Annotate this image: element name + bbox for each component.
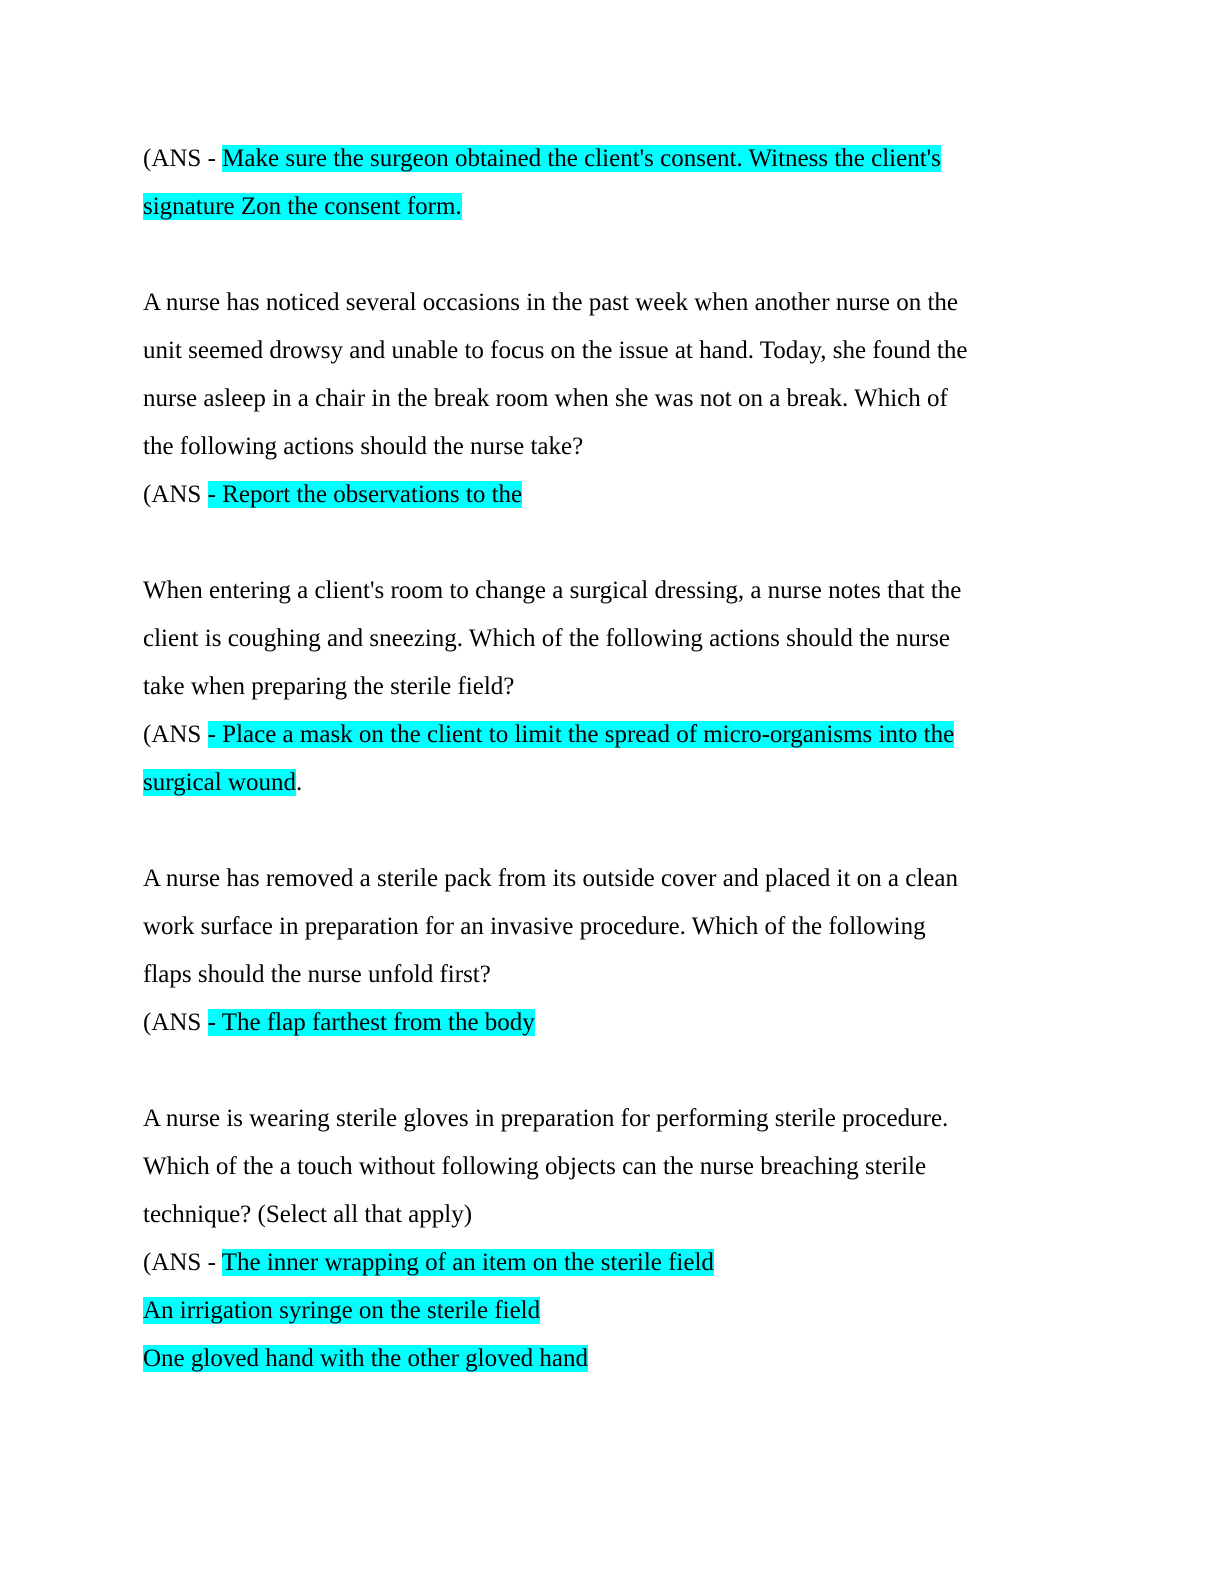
text-line [143, 620, 1083, 668]
text-line [143, 908, 1083, 956]
highlighted-answer-text: An irrigation syringe on the sterile field [143, 1297, 541, 1324]
text-line [143, 140, 1083, 188]
line-text: work surface in preparation for an invasive procedure. Which of the following [143, 913, 926, 940]
qa-block [143, 284, 1083, 524]
line-text: (ANS - [143, 1249, 222, 1276]
text-line [143, 668, 1083, 716]
text-line [143, 764, 1083, 812]
highlighted-answer-text: The inner wrapping of an item on the sterile field [221, 1249, 714, 1276]
line-text: Which of the a touch without following objects can the nurse breaching sterile [143, 1153, 927, 1180]
text-line [143, 332, 1083, 380]
text-line [143, 380, 1083, 428]
qa-block [143, 572, 1083, 812]
line-text: the following actions should the nurse take? [143, 433, 584, 460]
line-text: take when preparing the sterile field? [143, 673, 515, 700]
highlighted-answer-text: Make sure the surgeon obtained the client's consent. Witness the client's [222, 145, 941, 172]
line-text: A nurse has noticed several occasions in the past week when another nurse on the [143, 289, 959, 316]
text-line [143, 1292, 1083, 1340]
text-line [143, 1244, 1083, 1292]
line-text: technique? (Select all that apply) [143, 1201, 473, 1228]
line-text: When entering a client's room to change a surgical dressing, a nurse notes that the [143, 577, 962, 604]
line-text: (ANS - [143, 145, 223, 172]
paragraph-gap [143, 524, 1083, 572]
text-line [143, 428, 1083, 476]
text-line [143, 284, 1083, 332]
text-line [143, 1148, 1083, 1196]
paragraph-gap [143, 812, 1083, 860]
text-line [143, 716, 1083, 764]
highlighted-answer-text: surgical wound [143, 769, 296, 796]
highlighted-answer-text: - The flap farthest from the body [207, 1009, 535, 1036]
qa-block [143, 860, 1083, 1052]
text-line [143, 476, 1083, 524]
highlighted-answer-text: - Place a mask on the client to limit the spread of micro-organisms into the [207, 721, 955, 748]
text-line [143, 572, 1083, 620]
line-tail-text: . [296, 769, 303, 796]
document-body [143, 140, 1083, 1388]
highlighted-answer-text: - Report the observations to the [207, 481, 523, 508]
line-text: (ANS [143, 1009, 208, 1036]
text-line [143, 1100, 1083, 1148]
text-line [143, 1340, 1083, 1388]
text-line [143, 860, 1083, 908]
text-line [143, 956, 1083, 1004]
line-text: (ANS [143, 721, 208, 748]
line-text: unit seemed drowsy and unable to focus on the issue at hand. Today, she found the [143, 337, 968, 364]
line-text: flaps should the nurse unfold first? [143, 961, 491, 988]
text-line [143, 1004, 1083, 1052]
line-text: A nurse is wearing sterile gloves in preparation for performing sterile procedure. [143, 1105, 949, 1132]
highlighted-answer-text: One gloved hand with the other gloved hand [143, 1345, 589, 1372]
line-text: (ANS [143, 481, 208, 508]
line-text: A nurse has removed a sterile pack from its outside cover and placed it on a clean [143, 865, 958, 892]
highlighted-answer-text: signature Zon the consent form. [143, 193, 462, 220]
line-text: nurse asleep in a chair in the break room when she was not on a break. Which of [143, 385, 948, 412]
paragraph-gap [143, 1052, 1083, 1100]
text-line [143, 188, 1083, 236]
line-text: client is coughing and sneezing. Which of the following actions should the nurse [143, 625, 951, 652]
text-line [143, 1196, 1083, 1244]
qa-block [143, 1100, 1083, 1388]
paragraph-gap [143, 236, 1083, 284]
qa-block [143, 140, 1083, 236]
